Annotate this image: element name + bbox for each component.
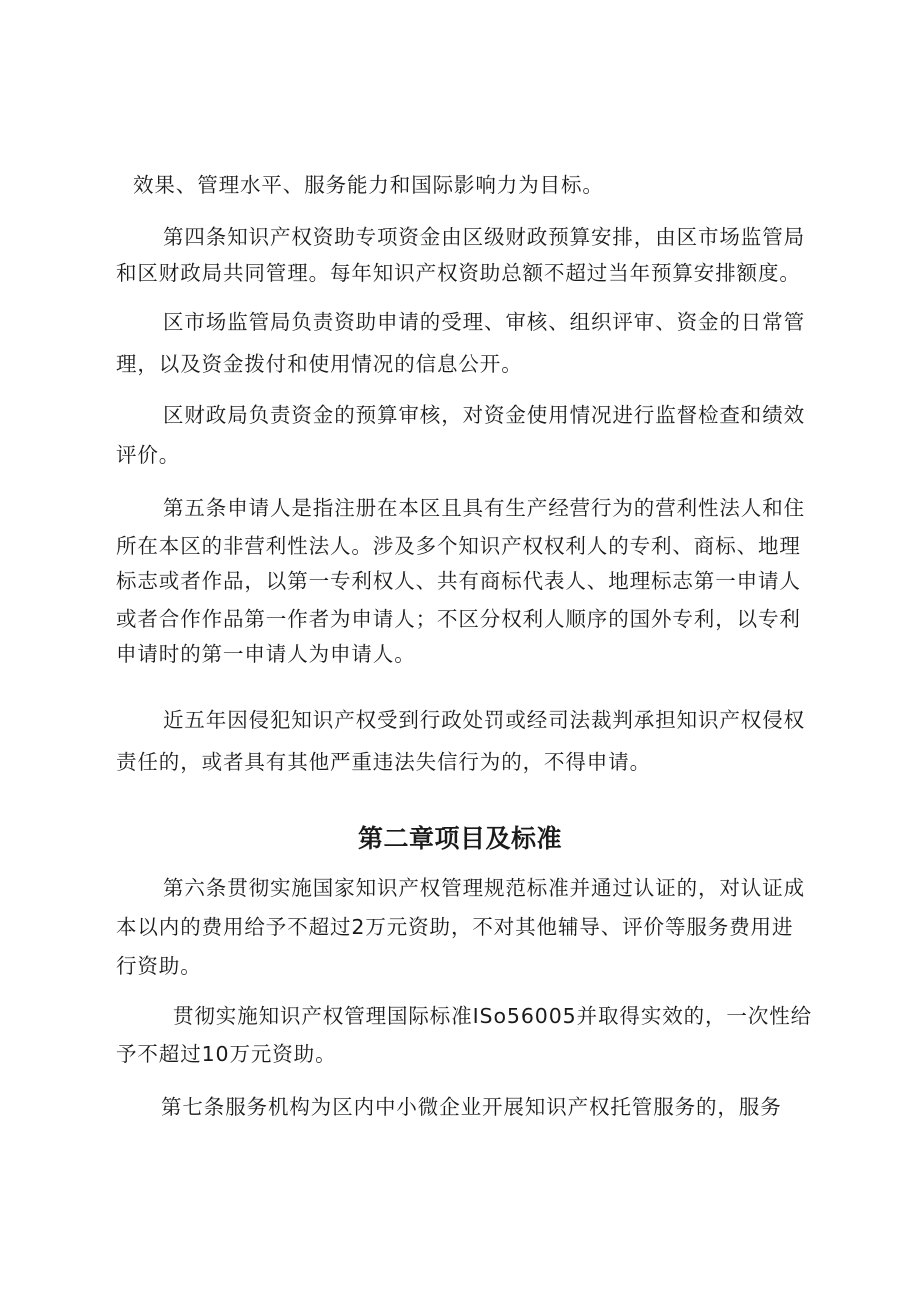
body-line: 本以内的费用给予不超过2万元资助，不对其他辅导、评价等服务费用进 (116, 915, 794, 939)
body-line: 第六条贯彻实施国家知识产权管理规范标准并通过认证的，对认证成 (163, 876, 805, 900)
body-line: 贯彻实施知识产权管理国际标准ISo56005并取得实效的，一次性给 (173, 1004, 813, 1028)
body-line: 责任的，或者具有其他严重违法失信行为的，不得申请。 (116, 750, 651, 774)
body-line: 或者合作作品第一作者为申请人；不区分权利人顺序的国外专利，以专利 (116, 607, 801, 631)
body-line: 予不超过10万元资助。 (116, 1042, 337, 1066)
chapter-heading: 第二章项目及标准 (357, 824, 562, 853)
body-line: 和区财政局共同管理。每年知识产权资助总额不超过当年预算安排额度。 (116, 261, 801, 285)
body-line: 申请时的第一申请人为申请人。 (116, 642, 416, 666)
body-line: 第七条服务机构为区内中小微企业开展知识产权托管服务的，服务 (161, 1095, 782, 1119)
body-line: 效果、管理水平、服务能力和国际影响力为目标。 (133, 173, 604, 197)
body-line: 近五年因侵犯知识产权受到行政处罚或经司法裁判承担知识产权侵权 (163, 708, 805, 732)
body-line: 标志或者作品，以第一专利权人、共有商标代表人、地理标志第一申请人 (116, 569, 801, 593)
body-line: 理，以及资金拨付和使用情况的信息公开。 (116, 352, 523, 376)
body-line: 区市场监管局负责资助申请的受理、审核、组织评审、资金的日常管 (163, 310, 805, 334)
body-line: 区财政局负责资金的预算审核，对资金使用情况进行监督检查和绩效 (163, 403, 805, 427)
body-line: 评价。 (116, 443, 181, 467)
body-line: 行资助。 (116, 954, 202, 978)
body-line: 第五条申请人是指注册在本区且具有生产经营行为的营利性法人和住 (163, 496, 805, 520)
body-line: 所在本区的非营利性法人。涉及多个知识产权权利人的专利、商标、地理 (116, 534, 801, 558)
body-line: 第四条知识产权资助专项资金由区级财政预算安排，由区市场监管局 (163, 225, 805, 249)
